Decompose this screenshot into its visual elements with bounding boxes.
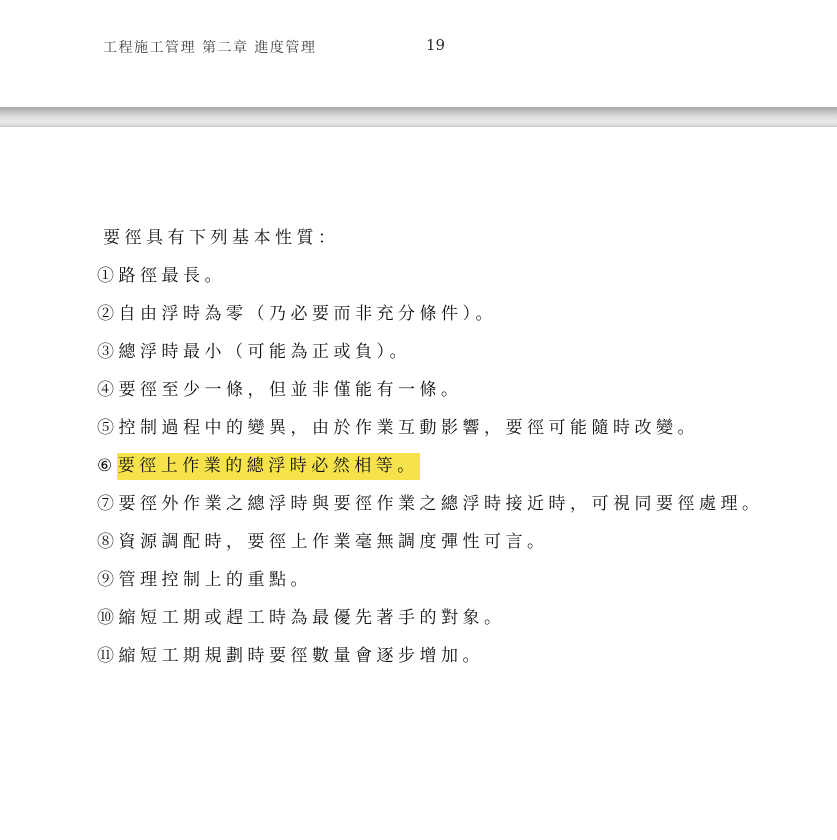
page-separator-bar xyxy=(0,107,837,127)
list-item-5 xyxy=(97,416,764,454)
item-text: 要徑至少一條，但並非僅能有一條。 xyxy=(118,380,463,400)
item-marker: ① xyxy=(97,266,119,286)
list-item-6-highlighted xyxy=(97,454,764,492)
item-text: 要徑外作業之總浮時與要徑作業之總浮時接近時，可視同要徑處理。 xyxy=(118,494,764,514)
header-title: 工程施工管理 第二章 進度管理 xyxy=(103,40,317,56)
item-marker: ⑤ xyxy=(97,418,119,438)
item-marker: ④ xyxy=(97,380,119,400)
item-text: 管理控制上的重點。 xyxy=(118,570,312,590)
intro-text: 要徑具有下列基本性質： xyxy=(103,228,340,248)
item-marker: ⑩ xyxy=(97,608,119,628)
page-number: 19 xyxy=(426,36,446,54)
intro-line xyxy=(97,226,764,264)
item-marker: ⑨ xyxy=(97,570,119,590)
item-marker: ⑥ xyxy=(97,456,117,476)
item-marker: ⑦ xyxy=(97,494,119,514)
list-item-7 xyxy=(97,492,764,530)
item-text: 自由浮時為零（乃必要而非充分條件）。 xyxy=(118,304,497,324)
item-text: 總浮時最小（可能為正或負）。 xyxy=(118,342,411,362)
document-body xyxy=(97,226,764,682)
list-item-10 xyxy=(97,606,764,644)
list-item-8 xyxy=(97,530,764,568)
item-text: 縮短工期規劃時要徑數量會逐步增加。 xyxy=(118,646,484,666)
list-item-4 xyxy=(97,378,764,416)
list-item-3 xyxy=(97,340,764,378)
item-marker: ⑪ xyxy=(97,646,119,666)
list-item-9 xyxy=(97,568,764,606)
item-text: 控制過程中的變異，由於作業互動影響，要徑可能隨時改變。 xyxy=(118,418,699,438)
list-item-1 xyxy=(97,264,764,302)
item-marker: ③ xyxy=(97,342,119,362)
item-text: 資源調配時，要徑上作業毫無調度彈性可言。 xyxy=(118,532,549,552)
item-text: 縮短工期或趕工時為最優先著手的對象。 xyxy=(118,608,506,628)
item-text: 路徑最長。 xyxy=(118,266,226,286)
highlighted-item-text: 要徑上作業的總浮時必然相等。 xyxy=(117,453,420,480)
page-header xyxy=(0,0,837,107)
list-item-2 xyxy=(97,302,764,340)
list-item-11 xyxy=(97,644,764,682)
item-marker: ⑧ xyxy=(97,532,119,552)
item-marker: ② xyxy=(97,304,119,324)
